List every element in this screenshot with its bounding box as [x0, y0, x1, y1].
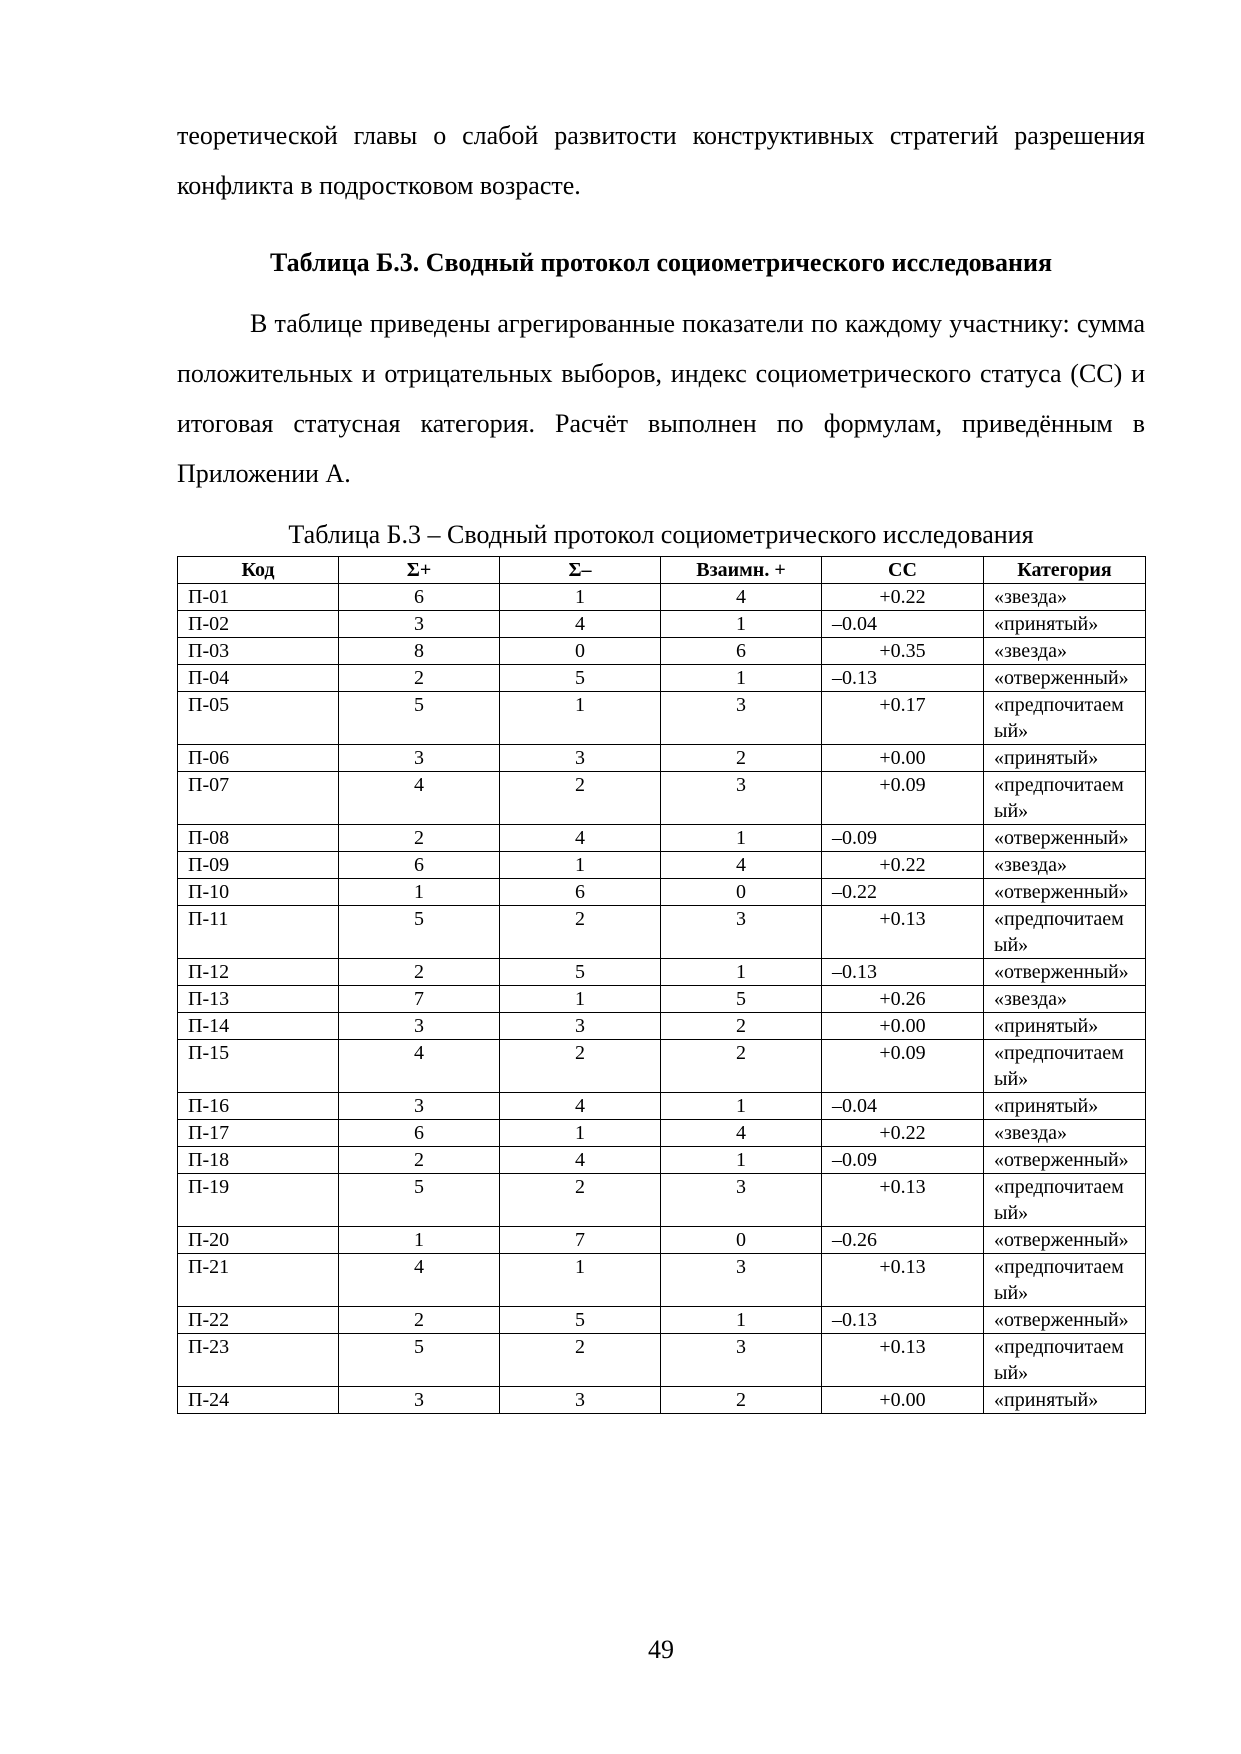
cell-status-index: +0.00 [822, 1387, 984, 1414]
cell-code: П-06 [178, 745, 339, 772]
cell-sum-positive: 5 [339, 1174, 500, 1227]
table-row [178, 825, 1146, 852]
cell-status-index: +0.09 [822, 772, 984, 825]
table-row [178, 772, 1146, 825]
cell-category: «звезда» [984, 1120, 1146, 1147]
cell-status-index: +0.22 [822, 584, 984, 611]
cell-sum-negative: 7 [500, 1227, 661, 1254]
cell-sum-negative: 4 [500, 825, 661, 852]
page-number: 49 [648, 1635, 674, 1664]
table-row [178, 665, 1146, 692]
cell-code: П-22 [178, 1307, 339, 1334]
cell-category: «предпочитаемый» [984, 1334, 1146, 1387]
cell-category: «звезда» [984, 638, 1146, 665]
cell-mutual: 6 [661, 638, 822, 665]
cell-sum-positive: 3 [339, 1387, 500, 1414]
cell-category: «принятый» [984, 1387, 1146, 1414]
cell-code: П-12 [178, 959, 339, 986]
cell-category: «звезда» [984, 584, 1146, 611]
header-sum-negative: Σ– [500, 557, 661, 584]
table-header-row [178, 557, 1146, 584]
table-row [178, 1093, 1146, 1120]
cell-category: «отверженный» [984, 959, 1146, 986]
cell-sum-negative: 1 [500, 1254, 661, 1307]
cell-status-index: +0.26 [822, 986, 984, 1013]
cell-code: П-15 [178, 1040, 339, 1093]
cell-code: П-16 [178, 1093, 339, 1120]
cell-sum-positive: 3 [339, 1093, 500, 1120]
cell-mutual: 0 [661, 1227, 822, 1254]
cell-mutual: 3 [661, 906, 822, 959]
cell-category: «предпочитаемый» [984, 772, 1146, 825]
cell-sum-positive: 3 [339, 745, 500, 772]
cell-code: П-09 [178, 852, 339, 879]
cell-mutual: 0 [661, 879, 822, 906]
cell-sum-negative: 0 [500, 638, 661, 665]
header-category: Категория [984, 557, 1146, 584]
table-row [178, 1307, 1146, 1334]
cell-status-index: +0.13 [822, 1174, 984, 1227]
cell-code: П-05 [178, 692, 339, 745]
cell-code: П-18 [178, 1147, 339, 1174]
cell-code: П-23 [178, 1334, 339, 1387]
cell-sum-negative: 3 [500, 1387, 661, 1414]
cell-category: «отверженный» [984, 1227, 1146, 1254]
sociometric-table [177, 556, 1146, 1414]
cell-sum-positive: 6 [339, 584, 500, 611]
cell-status-index: +0.09 [822, 1040, 984, 1093]
cell-code: П-14 [178, 1013, 339, 1040]
cell-code: П-20 [178, 1227, 339, 1254]
cell-sum-positive: 6 [339, 1120, 500, 1147]
cell-mutual: 1 [661, 1147, 822, 1174]
cell-code: П-10 [178, 879, 339, 906]
cell-category: «звезда» [984, 986, 1146, 1013]
cell-sum-negative: 2 [500, 772, 661, 825]
cell-mutual: 2 [661, 1387, 822, 1414]
cell-category: «предпочитаемый» [984, 1174, 1146, 1227]
cell-sum-positive: 3 [339, 611, 500, 638]
cell-category: «предпочитаемый» [984, 1040, 1146, 1093]
cell-mutual: 5 [661, 986, 822, 1013]
cell-category: «отверженный» [984, 1147, 1146, 1174]
header-status-index: СС [822, 557, 984, 584]
cell-status-index: +0.35 [822, 638, 984, 665]
table-row [178, 986, 1146, 1013]
cell-sum-negative: 4 [500, 1093, 661, 1120]
cell-status-index: –0.26 [822, 1227, 984, 1254]
table-row [178, 1227, 1146, 1254]
cell-sum-negative: 1 [500, 852, 661, 879]
cell-code: П-02 [178, 611, 339, 638]
cell-status-index: –0.09 [822, 825, 984, 852]
cell-status-index: +0.13 [822, 1334, 984, 1387]
cell-mutual: 3 [661, 1254, 822, 1307]
cell-sum-positive: 2 [339, 1307, 500, 1334]
cell-status-index: –0.22 [822, 879, 984, 906]
cell-sum-negative: 4 [500, 611, 661, 638]
cell-status-index: –0.13 [822, 665, 984, 692]
cell-status-index: –0.04 [822, 611, 984, 638]
cell-mutual: 4 [661, 1120, 822, 1147]
cell-status-index: +0.22 [822, 1120, 984, 1147]
cell-sum-positive: 1 [339, 879, 500, 906]
cell-category: «отверженный» [984, 825, 1146, 852]
cell-sum-positive: 4 [339, 1254, 500, 1307]
cell-category: «принятый» [984, 745, 1146, 772]
table-row [178, 745, 1146, 772]
cell-status-index: +0.17 [822, 692, 984, 745]
cell-status-index: –0.13 [822, 1307, 984, 1334]
cell-sum-positive: 6 [339, 852, 500, 879]
cell-sum-negative: 5 [500, 959, 661, 986]
cell-status-index: +0.22 [822, 852, 984, 879]
cell-status-index: +0.00 [822, 1013, 984, 1040]
table-row [178, 1013, 1146, 1040]
cell-mutual: 1 [661, 1093, 822, 1120]
cell-sum-negative: 2 [500, 1174, 661, 1227]
cell-mutual: 3 [661, 1334, 822, 1387]
cell-sum-negative: 3 [500, 1013, 661, 1040]
cell-mutual: 2 [661, 1040, 822, 1093]
table-row [178, 1334, 1146, 1387]
cell-sum-negative: 3 [500, 745, 661, 772]
cell-code: П-04 [178, 665, 339, 692]
cell-mutual: 4 [661, 584, 822, 611]
cell-sum-negative: 6 [500, 879, 661, 906]
cell-mutual: 3 [661, 692, 822, 745]
cell-sum-negative: 1 [500, 692, 661, 745]
cell-category: «принятый» [984, 611, 1146, 638]
cell-status-index: +0.13 [822, 906, 984, 959]
cell-mutual: 1 [661, 665, 822, 692]
cell-sum-negative: 5 [500, 665, 661, 692]
cell-category: «отверженный» [984, 665, 1146, 692]
cell-category: «отверженный» [984, 879, 1146, 906]
paragraph-description: В таблице приведены агрегированные показатели по каждому участнику: сумма положительных и отрицательных выборов, индекс социометрического статуса (СС) и итоговая статусная категория. Расчёт выполнен по формулам, приведённым в Приложении А. [177, 309, 1145, 488]
cell-sum-positive: 5 [339, 906, 500, 959]
cell-sum-positive: 2 [339, 825, 500, 852]
cell-sum-positive: 4 [339, 772, 500, 825]
cell-category: «предпочитаемый» [984, 692, 1146, 745]
cell-sum-negative: 4 [500, 1147, 661, 1174]
cell-status-index: –0.13 [822, 959, 984, 986]
cell-category: «предпочитаемый» [984, 1254, 1146, 1307]
paragraph-top: теоретической главы о слабой развитости конструктивных стратегий разрешения конфликта в подростковом возрасте. [177, 121, 1145, 200]
cell-mutual: 3 [661, 772, 822, 825]
table-row [178, 584, 1146, 611]
cell-sum-positive: 5 [339, 1334, 500, 1387]
table-row [178, 1174, 1146, 1227]
cell-category: «звезда» [984, 852, 1146, 879]
cell-mutual: 4 [661, 852, 822, 879]
cell-sum-negative: 2 [500, 906, 661, 959]
cell-code: П-21 [178, 1254, 339, 1307]
table-row [178, 692, 1146, 745]
cell-status-index: –0.09 [822, 1147, 984, 1174]
cell-mutual: 1 [661, 1307, 822, 1334]
header-mutual: Взаимн. + [661, 557, 822, 584]
cell-mutual: 1 [661, 825, 822, 852]
cell-mutual: 2 [661, 745, 822, 772]
cell-sum-positive: 2 [339, 959, 500, 986]
cell-category: «отверженный» [984, 1307, 1146, 1334]
cell-code: П-07 [178, 772, 339, 825]
table-row [178, 959, 1146, 986]
cell-sum-positive: 4 [339, 1040, 500, 1093]
header-sum-positive: Σ+ [339, 557, 500, 584]
cell-mutual: 2 [661, 1013, 822, 1040]
section-heading: Таблица Б.3. Сводный протокол социометрического исследования [269, 248, 1053, 277]
cell-sum-negative: 1 [500, 986, 661, 1013]
table-row [178, 879, 1146, 906]
cell-code: П-01 [178, 584, 339, 611]
cell-status-index: +0.13 [822, 1254, 984, 1307]
cell-code: П-13 [178, 986, 339, 1013]
table-row [178, 1040, 1146, 1093]
cell-sum-negative: 1 [500, 1120, 661, 1147]
cell-code: П-08 [178, 825, 339, 852]
cell-mutual: 3 [661, 1174, 822, 1227]
cell-sum-positive: 3 [339, 1013, 500, 1040]
table-row [178, 1147, 1146, 1174]
cell-status-index: –0.04 [822, 1093, 984, 1120]
cell-sum-negative: 5 [500, 1307, 661, 1334]
table-row [178, 1387, 1146, 1414]
cell-sum-positive: 5 [339, 692, 500, 745]
cell-sum-positive: 8 [339, 638, 500, 665]
cell-code: П-19 [178, 1174, 339, 1227]
cell-code: П-03 [178, 638, 339, 665]
header-code: Код [178, 557, 339, 584]
cell-code: П-24 [178, 1387, 339, 1414]
table-row [178, 852, 1146, 879]
cell-status-index: +0.00 [822, 745, 984, 772]
cell-category: «принятый» [984, 1093, 1146, 1120]
cell-code: П-11 [178, 906, 339, 959]
table-row [178, 1254, 1146, 1307]
cell-sum-positive: 7 [339, 986, 500, 1013]
table-body [178, 584, 1146, 1414]
table-caption: Таблица Б.3 – Сводный протокол социометрического исследования [288, 520, 1034, 549]
cell-sum-positive: 1 [339, 1227, 500, 1254]
cell-sum-negative: 2 [500, 1334, 661, 1387]
cell-code: П-17 [178, 1120, 339, 1147]
cell-sum-positive: 2 [339, 665, 500, 692]
table-row [178, 1120, 1146, 1147]
cell-sum-negative: 1 [500, 584, 661, 611]
cell-mutual: 1 [661, 611, 822, 638]
table-row [178, 611, 1146, 638]
cell-sum-positive: 2 [339, 1147, 500, 1174]
table-row [178, 906, 1146, 959]
table-row [178, 638, 1146, 665]
cell-category: «принятый» [984, 1013, 1146, 1040]
cell-sum-negative: 2 [500, 1040, 661, 1093]
cell-category: «предпочитаемый» [984, 906, 1146, 959]
cell-mutual: 1 [661, 959, 822, 986]
